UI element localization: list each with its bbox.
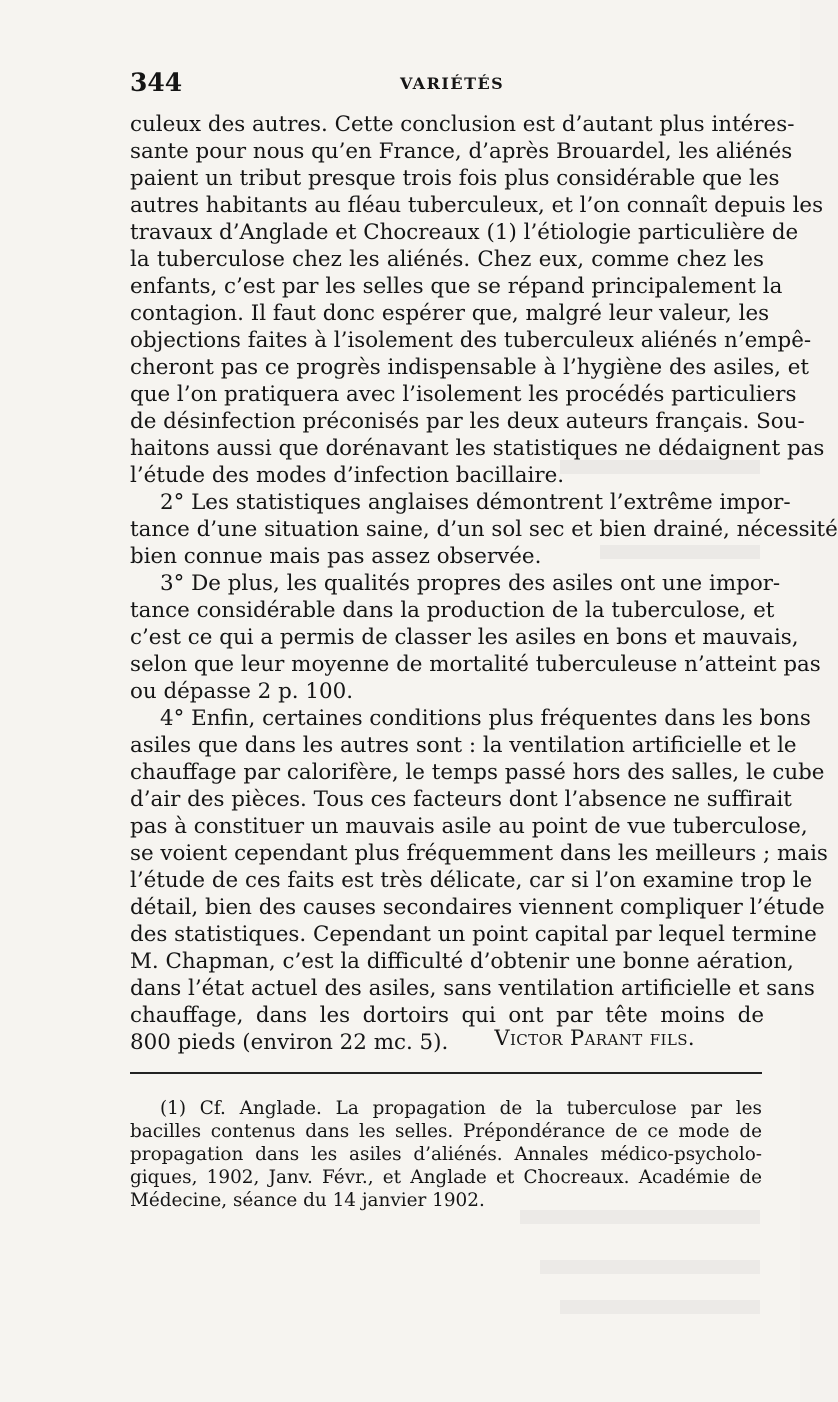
footnote-line: Médecine, séance du 14 janvier 1902. xyxy=(130,1190,485,1211)
text-line: se voient cependant plus fréquemment dans les meilleurs ; mais xyxy=(130,841,828,866)
footnote-line: bacilles contenus dans les selles. Prépondérance de ce mode de xyxy=(130,1121,762,1142)
text-line: bien connue mais pas assez observée. xyxy=(130,544,542,569)
paragraph-start-line: 3° De plus, les qualités propres des asiles ont une impor- xyxy=(160,571,781,596)
body-text xyxy=(130,111,838,1056)
paragraph-start-line: 2° Les statistiques anglaises démontrent l’extrême impor- xyxy=(160,490,791,515)
running-title: VARIÉTÉS xyxy=(400,74,505,93)
text-line: haitons aussi que dorénavant les statistiques ne dédaignent pas xyxy=(130,436,825,461)
text-line: l’étude de ces faits est très délicate, car si l’on examine trop le xyxy=(130,868,813,893)
text-line: asiles que dans les autres sont : la ventilation artificielle et le xyxy=(130,733,797,758)
text-line: M. Chapman, c’est la difficulté d’obtenir une bonne aération, xyxy=(130,949,794,974)
text-line: travaux d’Anglade et Chocreaux (1) l’étiologie particulière de xyxy=(130,220,799,245)
bleed-through-mark xyxy=(520,1210,760,1224)
footnote-line: (1) Cf. Anglade. La propagation de la tuberculose par les xyxy=(160,1098,762,1119)
footnote-line: giques, 1902, Janv. Févr., et Anglade et Chocreaux. Académie de xyxy=(130,1167,762,1188)
bleed-through-mark xyxy=(560,1300,760,1314)
page-number: 344 xyxy=(130,68,183,97)
text-line: contagion. Il faut donc espérer que, malgré leur valeur, les xyxy=(130,301,770,326)
text-line: autres habitants au fléau tuberculeux, et l’on connaît depuis les xyxy=(130,193,824,218)
text-line: que l’on pratiquera avec l’isolement les procédés particuliers xyxy=(130,382,797,407)
text-line: chauffage par calorifère, le temps passé hors des salles, le cube xyxy=(130,760,825,785)
footnote-divider xyxy=(130,1072,762,1074)
text-line: pas à constituer un mauvais asile au point de vue tuberculose, xyxy=(130,814,808,839)
text-line: cheront pas ce progrès indispensable à l’hygiène des asiles, et xyxy=(130,355,809,380)
bleed-through-mark xyxy=(540,1260,760,1274)
text-line: détail, bien des causes secondaires viennent compliquer l’étude xyxy=(130,895,825,920)
author-signature xyxy=(494,1026,695,1050)
text-line: des statistiques. Cependant un point capital par lequel termine xyxy=(130,922,817,947)
text-line: chauffage, dans les dortoirs qui ont par tête moins de xyxy=(130,1003,764,1028)
text-line: tance d’une situation saine, d’un sol sec et bien drainé, nécessité xyxy=(130,517,838,542)
text-line: l’étude des modes d’infection bacillaire. xyxy=(130,463,565,488)
text-line: sante pour nous qu’en France, d’après Brouardel, les aliénés xyxy=(130,139,793,164)
text-line: tance considérable dans la production de la tuberculose, et xyxy=(130,598,775,623)
text-line: selon que leur moyenne de mortalité tuberculeuse n’atteint pas xyxy=(130,652,821,677)
text-line: dans l’état actuel des asiles, sans ventilation artificielle et sans xyxy=(130,976,815,1001)
text-line: c’est ce qui a permis de classer les asiles en bons et mauvais, xyxy=(130,625,799,650)
text-line: d’air des pièces. Tous ces facteurs dont l’absence ne suffirait xyxy=(130,787,792,812)
text-line: paient un tribut presque trois fois plus considérable que les xyxy=(130,166,780,191)
text-line: objections faites à l’isolement des tuberculeux aliénés n’empê- xyxy=(130,328,812,353)
text-line: de désinfection préconisés par les deux auteurs français. Sou- xyxy=(130,409,805,434)
text-line: culeux des autres. Cette conclusion est d’autant plus intéres- xyxy=(130,112,795,137)
author-name: Victor Parant fils. xyxy=(494,1026,695,1050)
paragraph-start-line: 4° Enfin, certaines conditions plus fréquentes dans les bons xyxy=(160,706,811,731)
text-line: 800 pieds (environ 22 mc. 5). xyxy=(130,1030,449,1055)
text-line: ou dépasse 2 p. 100. xyxy=(130,679,353,704)
page-header xyxy=(130,68,760,104)
text-line: enfants, c’est par les selles que se répand principalement la xyxy=(130,274,783,299)
footnote-line: propagation dans les asiles d’aliénés. Annales médico-psycholo- xyxy=(130,1144,762,1165)
footnote xyxy=(130,1097,762,1212)
text-line: la tuberculose chez les aliénés. Chez eux, comme chez les xyxy=(130,247,764,272)
